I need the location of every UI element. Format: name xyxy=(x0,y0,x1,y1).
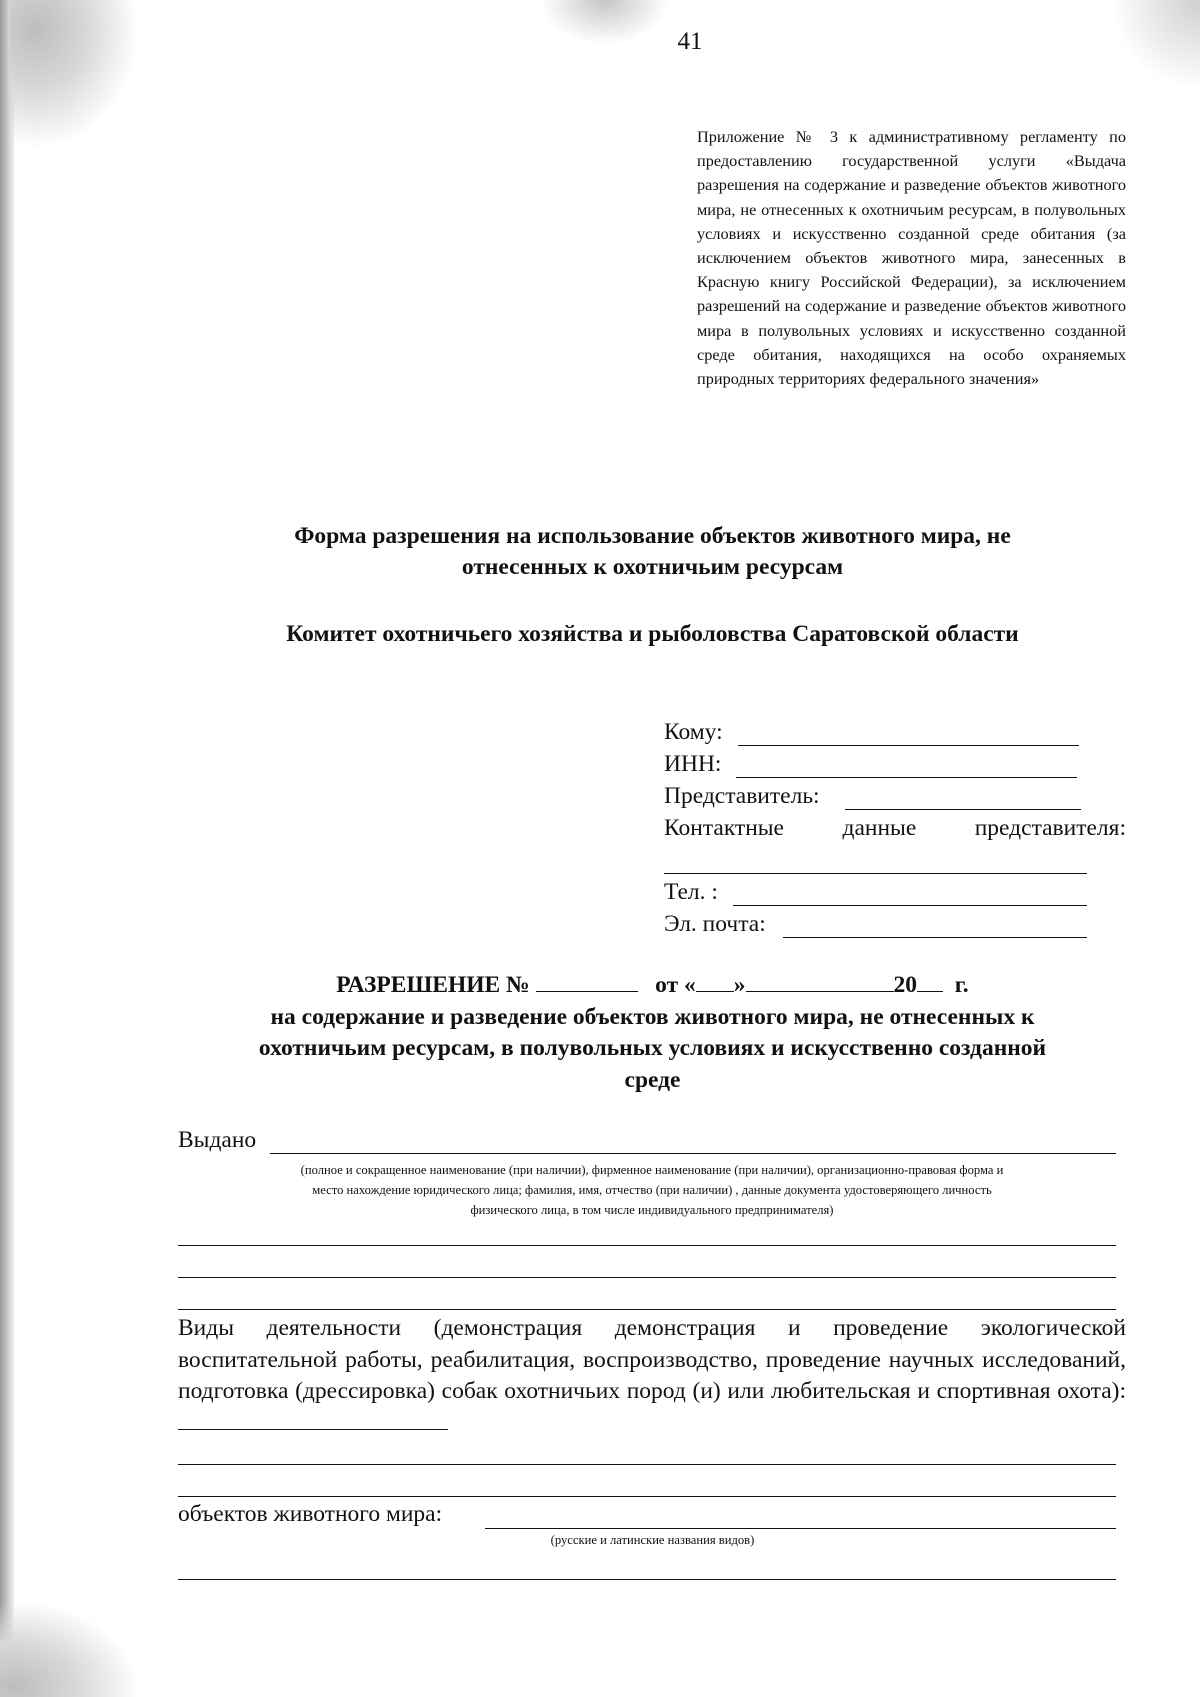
appendix-reference: Приложение № 3 к административному регламенту по предоставлению государственной услуги «Выдача разрешения на содержание и разведение объектов животного мира, не отнесенных к охотничьим ресурсам, в полувольных условиях и искусственно созданной среде обитания (за исключением объектов животного мира, занесенных в Красную книгу Российской Федерации), за исключением разрешений на содержание и разведение объектов животного мира в полувольных условиях и искусственно созданной среде обитания, находящихся на особо охраняемых природных территориях федерального значения» xyxy=(697,127,1126,389)
contacts-field[interactable] xyxy=(664,873,1087,874)
contacts-label-word: данные xyxy=(842,815,917,841)
contacts-field-row xyxy=(664,845,1126,877)
fauna-extra-line[interactable] xyxy=(178,1579,1116,1580)
activities-label: Виды деятельности (демонстрация демонстрация и проведение экологической воспитательной работы, реабилитация, воспроизводство, проведение научных исследований, подготовка (дрессировка) собак охотничьих пород (и) или любительская и спортивная охота): xyxy=(178,1315,1126,1404)
phone-field[interactable] xyxy=(733,905,1087,906)
fauna-field[interactable] xyxy=(485,1528,1116,1529)
scan-artifact xyxy=(10,0,140,150)
representative-label: Представитель: xyxy=(664,783,820,809)
issued-to-extra-line[interactable] xyxy=(178,1277,1116,1278)
fauna-label: объектов животного мира: xyxy=(178,1501,443,1527)
scan-edge-shadow xyxy=(0,0,14,1697)
phone-row xyxy=(664,877,1126,909)
permit-date-from-label: от « xyxy=(655,972,696,998)
page-number: 41 xyxy=(677,28,703,55)
permit-heading xyxy=(170,970,1135,1096)
permit-number-field[interactable] xyxy=(536,971,638,992)
inn-row xyxy=(664,749,1126,781)
activities-field[interactable] xyxy=(178,1411,448,1430)
permit-subtitle-line: на содержание и разведение объектов животного мира, не отнесенных к xyxy=(270,1003,1035,1030)
recipient-block xyxy=(664,717,1126,941)
form-title xyxy=(170,521,1135,583)
issued-to-caption xyxy=(178,1160,1126,1220)
scan-artifact xyxy=(0,1600,140,1697)
email-row xyxy=(664,909,1126,941)
permit-number-line xyxy=(170,970,1135,1002)
inn-label: ИНН: xyxy=(664,751,722,777)
form-title-line: Форма разрешения на использование объектов животного мира, не xyxy=(294,523,1011,549)
permit-quote-close: » xyxy=(733,972,746,998)
issuing-authority: Комитет охотничьего хозяйства и рыболовства Саратовской области xyxy=(286,621,1019,647)
issued-to-field[interactable] xyxy=(270,1153,1116,1154)
recipient-to-label: Кому: xyxy=(664,719,723,745)
fauna-row xyxy=(178,1501,1116,1528)
permit-year-prefix: 20 xyxy=(893,972,918,998)
contacts-row xyxy=(664,813,1126,845)
issued-to-label: Выдано xyxy=(178,1127,257,1153)
caption-line: место нахождение юридического лица; фамилия, имя, отчество (при наличии) , данные документа удостоверяющего личность xyxy=(312,1183,992,1197)
caption-line: (полное и сокращенное наименование (при наличии), фирменное наименование (при наличии), организационно-правовая форма и xyxy=(300,1163,1004,1177)
issued-to-extra-line[interactable] xyxy=(178,1309,1116,1310)
form-title-line: отнесенных к охотничьим ресурсам xyxy=(461,554,844,580)
contacts-label-word: Контактные xyxy=(664,815,784,841)
permit-subtitle-line: среде xyxy=(624,1066,681,1093)
caption-line: физического лица, в том числе индивидуального предпринимателя) xyxy=(470,1203,834,1217)
representative-row xyxy=(664,781,1126,813)
permit-year-field[interactable] xyxy=(917,971,943,992)
permit-number-label: РАЗРЕШЕНИЕ № xyxy=(336,972,530,998)
permit-year-suffix: г. xyxy=(954,972,969,998)
recipient-to-row xyxy=(664,717,1126,749)
activities-paragraph xyxy=(178,1313,1126,1439)
inn-field[interactable] xyxy=(736,777,1077,778)
permit-day-field[interactable] xyxy=(696,971,734,992)
phone-label: Тел. : xyxy=(664,879,718,905)
activities-extra-line[interactable] xyxy=(178,1464,1116,1465)
issued-to-row xyxy=(178,1127,1116,1154)
fauna-caption: (русские и латинские названия видов) xyxy=(550,1533,755,1547)
recipient-to-field[interactable] xyxy=(738,745,1079,746)
representative-field[interactable] xyxy=(845,809,1081,810)
contacts-label-word: представителя: xyxy=(974,815,1126,841)
issued-to-extra-line[interactable] xyxy=(178,1245,1116,1246)
email-field[interactable] xyxy=(783,937,1087,938)
email-label: Эл. почта: xyxy=(664,911,766,937)
activities-extra-line[interactable] xyxy=(178,1496,1116,1497)
permit-subtitle-line: охотничьим ресурсам, в полувольных условиях и искусственно созданной xyxy=(258,1035,1047,1061)
permit-month-field[interactable] xyxy=(746,971,894,992)
